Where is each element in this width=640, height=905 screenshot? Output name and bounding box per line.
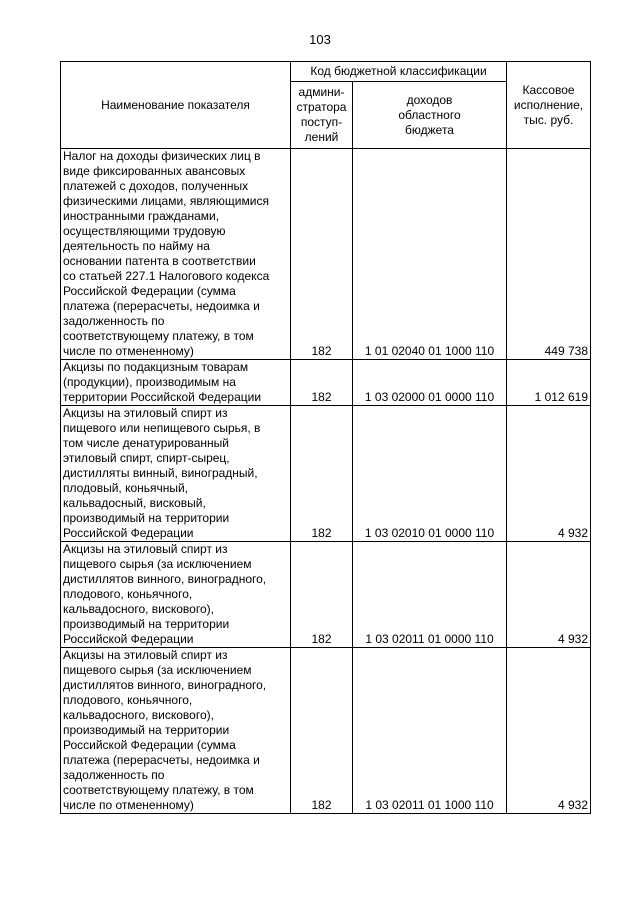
header-cash-execution-label: Кассовое исполнение, тыс. руб. xyxy=(513,82,584,127)
header-regional-income-label: доходов областного бюджета xyxy=(398,92,461,137)
row-income-code-cell: 1 01 02040 01 1000 110 xyxy=(353,149,507,360)
row-admin-code-cell: 182 xyxy=(291,149,353,360)
header-administrator-label: админи- стратора поступ- лений xyxy=(296,85,347,144)
table-row xyxy=(61,542,591,648)
header-indicator-label: Наименование показателя xyxy=(101,97,250,112)
table-body xyxy=(61,149,591,814)
header-cash-execution xyxy=(507,62,591,149)
header-budget-code-label: Код бюджетной классификации xyxy=(310,64,487,78)
row-amount-cell: 449 738 xyxy=(507,149,591,360)
row-amount-cell: 4 932 xyxy=(507,542,591,648)
row-income-code-cell: 1 03 02000 01 0000 110 xyxy=(353,360,507,406)
row-name-cell: Акцизы на этиловый спирт из пищевого сырья (за исключением дистиллятов винного, виноградного, плодового, коньячного, кальвадосного, вискового), производимый на территории Российской Федерации xyxy=(61,542,291,648)
row-name-cell: Акцизы по подакцизным товарам (продукции), производимым на территории Российской Федерации xyxy=(61,360,291,406)
row-admin-code-cell: 182 xyxy=(291,648,353,814)
row-amount-cell: 4 932 xyxy=(507,406,591,542)
header-budget-code-group xyxy=(291,62,507,82)
row-admin-code-cell: 182 xyxy=(291,542,353,648)
row-name-cell: Акцизы на этиловый спирт из пищевого или непищевого сырья, в том числе денатурированный этиловый спирт, спирт-сырец, дистилляты винный, виноградный, плодовый, коньячный, кальвадосный, висковый, производимый на территории Российской Федерации xyxy=(61,406,291,542)
row-admin-code-cell: 182 xyxy=(291,360,353,406)
row-amount-cell: 4 932 xyxy=(507,648,591,814)
row-admin-code-cell: 182 xyxy=(291,406,353,542)
header-administrator xyxy=(291,82,353,149)
row-amount-cell: 1 012 619 xyxy=(507,360,591,406)
header-indicator xyxy=(61,62,291,149)
table-row xyxy=(61,149,591,360)
table-row xyxy=(61,360,591,406)
table-row xyxy=(61,406,591,542)
header-regional-income xyxy=(353,82,507,149)
row-income-code-cell: 1 03 02011 01 0000 110 xyxy=(353,542,507,648)
row-name-cell: Акцизы на этиловый спирт из пищевого сырья (за исключением дистиллятов винного, виноградного, плодового, коньячного, кальвадосного, вискового), производимый на территории Российской Федерации (сумма платежа (перерасчеты, недоимка и задолженность по соответствующему платежу, в том числе по отмененному) xyxy=(61,648,291,814)
row-name-cell: Налог на доходы физических лиц в виде фиксированных авансовых платежей с доходов, полученных физическими лицами, являющимися иностранными гражданами, осуществляющими трудовую деятельность по найму на основании патента в соответствии со статьей 227.1 Налогового кодекса Российской Федерации (сумма платежа (перерасчеты, недоимка и задолженность по соответствующему платежу, в том числе по отмененному) xyxy=(61,149,291,360)
page-number: 103 xyxy=(309,32,331,47)
table-row xyxy=(61,648,591,814)
row-income-code-cell: 1 03 02011 01 1000 110 xyxy=(353,648,507,814)
row-income-code-cell: 1 03 02010 01 0000 110 xyxy=(353,406,507,542)
budget-table xyxy=(60,61,591,814)
